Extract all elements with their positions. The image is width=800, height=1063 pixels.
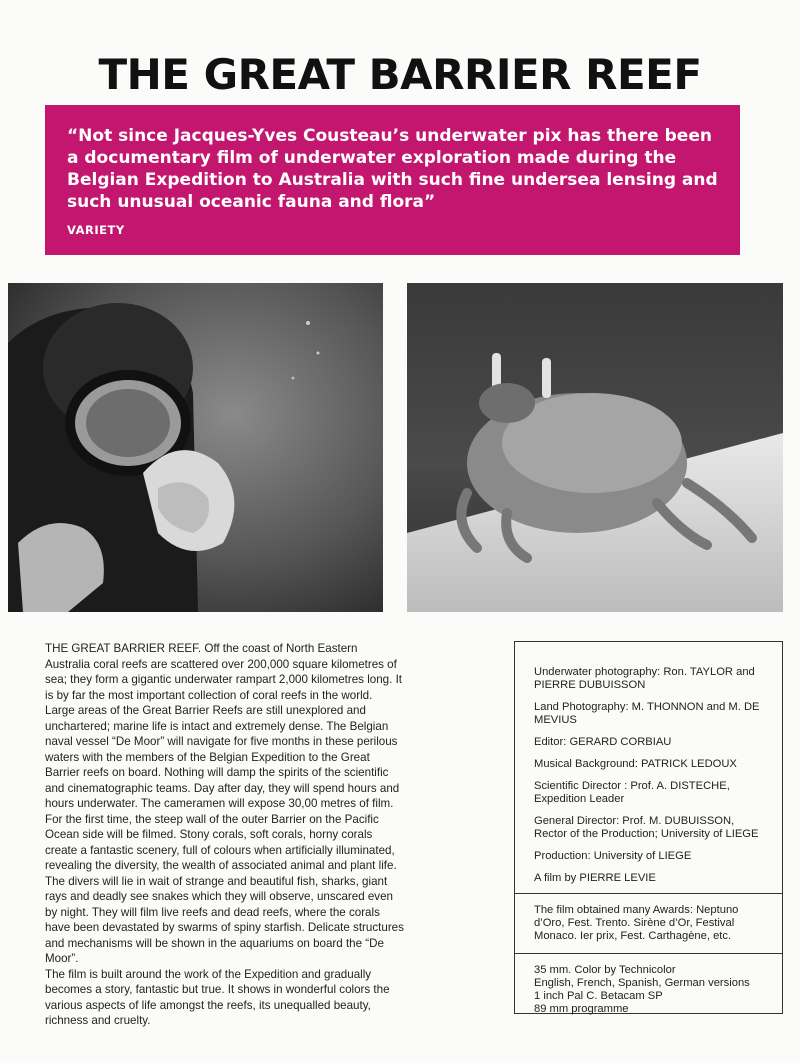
crab-illustration (407, 283, 783, 612)
tech-spec-line: English, French, Spanish, German versions (534, 977, 750, 989)
diver-illustration (8, 283, 383, 612)
article-paragraph: The film is built around the work of the Expedition and gradually becomes a story, fantastic but true. It shows in wonderful colors the various aspects of life amongst the reefs, its unequalled beauty, richness and cruelty. (45, 967, 390, 1027)
credit-item: Land Photography: M. THONNON and M. DE MEVIUS (534, 701, 760, 726)
credit-item: Production: University of LIEGE (534, 850, 692, 862)
awards-text: The film obtained many Awards: Neptuno d’Oro, Fest. Trento. Sirène d’Or, Festival Monaco. Ier prix, Fest. Carthagène, etc. (534, 904, 739, 942)
press-quote-source: VARIETY (67, 223, 125, 237)
credit-item: Scientific Director : Prof. A. DISTECHE, Expedition Leader (534, 780, 730, 805)
tech-specs-section (515, 953, 782, 1026)
tech-spec-line: 1 inch Pal C. Betacam SP (534, 990, 663, 1002)
press-quote-box (45, 105, 740, 255)
diver-photo (8, 283, 383, 612)
credits-box (514, 641, 783, 1014)
credit-item: General Director: Prof. M. DUBUISSON, Rector of the Production; University of LIEGE (534, 815, 759, 840)
credits-list (515, 642, 782, 893)
press-quote-text: “Not since Jacques-Yves Cousteau’s underwater pix has there been a documentary film of underwater exploration made during the Belgian Expedition to Australia with such fine undersea lensing and such unusual oceanic fauna and flora” (67, 126, 718, 212)
article-paragraph: THE GREAT BARRIER REEF. Off the coast of North Eastern Australia coral reefs are scattered over 200,000 square kilometres of sea; they form a gigantic underwater rampart 2,000 kilometres long. It is by far the most important collection of coral reefs in the world. (45, 642, 403, 702)
credit-item: Musical Background: PATRICK LEDOUX (534, 758, 737, 770)
tech-spec-line: 89 mm programme (534, 1003, 629, 1015)
article-body (45, 641, 405, 1029)
crab-photo (407, 283, 783, 612)
credit-item: Editor: GERARD CORBIAU (534, 736, 672, 748)
credit-item: A film by PIERRE LEVIE (534, 872, 656, 884)
awards-section (515, 893, 782, 953)
tech-spec-line: 35 mm. Color by Technicolor (534, 964, 676, 976)
page-title: THE GREAT BARRIER REEF (98, 50, 702, 99)
credit-item: Underwater photography: Ron. TAYLOR and PIERRE DUBUISSON (534, 666, 755, 691)
article-paragraph: Large areas of the Great Barrier Reefs are still unexplored and unchartered; marine life is intact and extremely dense. The Belgian naval vessel “De Moor” will navigate for five months in these perilous waters with the members of the Belgian Expedition to the Great Barrier reefs on board. Nothing will damp the spirits of the scientific and cinematographic teams. Day after day, they will spend hours and hours underwater. The cameramen will expose 30,00 metres of film. For the first time, the steep wall of the outer Barrier on the Pacific Ocean side will be filmed. Stony corals, soft corals, horny corals create a fantastic scenery, full of colours when artificially illuminated, revealing the diversity, the wealth of associated animal and plant life. The divers will lie in wait of strange and beautiful fish, sharks, giant rays and deadly see snakes which they will observe, unscared even by night. They will film live reefs and dead reefs, where the corals have been devastated by swarms of spiny starfish. Delicate structures and mechanisms will be shown in the aquariums on board the “De Moor”. (45, 704, 404, 965)
